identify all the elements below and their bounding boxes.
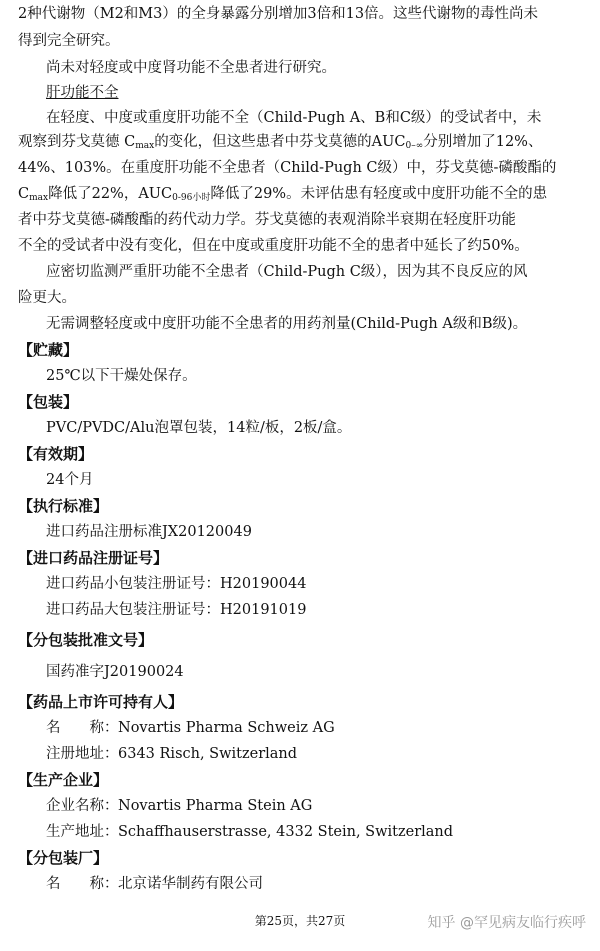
- storage-text: 25℃以下干燥处保存。: [46, 368, 197, 384]
- body-line: 观察到芬戈莫德 $C_{max}$的变化，但这些患者中芬戈莫德的$AUC_{0-\infty}$分别增加了12%、: [18, 134, 543, 151]
- section-title-manufacturer: 【生产企业】: [18, 771, 109, 789]
- package-text: PVC/PVDC/Alu泡罩包装，14粒/板，2板/盒。: [46, 420, 352, 436]
- holder-name-row: 名 称：Novartis Pharma Schweiz AG: [46, 720, 335, 736]
- section-title-validity: 【有效期】: [18, 445, 94, 463]
- validity-text: 24个月: [46, 472, 94, 488]
- holder-addr-row: 注册地址：6343 Risch, Switzerland: [46, 746, 298, 762]
- body-line: 2种代谢物（M2和M3）的全身暴露分别增加3倍和13倍。这些代谢物的毒性尚未: [18, 6, 539, 22]
- import-reg-small: 进口药品小包装注册证号：H20190044: [46, 576, 307, 592]
- body-line: 者中芬戈莫德-磷酸酯的药代动力学。芬戈莫德的表观消除半衰期在轻度肝功能: [18, 212, 516, 228]
- section-title-holder: 【药品上市许可持有人】: [18, 693, 184, 711]
- manufacturer-addr-row: 生产地址：Schaffhauserstrasse, 4332 Stein, Switzerland: [46, 824, 454, 840]
- section-title-package: 【包装】: [18, 393, 79, 411]
- subpack-text: 国药准字J20190024: [46, 664, 184, 680]
- hepatic-heading: 肝功能不全: [46, 85, 119, 101]
- body-line: 应密切监测严重肝功能不全患者（Child-Pugh C级），因为其不良反应的风: [46, 264, 528, 280]
- section-title-storage: 【贮藏】: [18, 341, 79, 359]
- body-line: 尚未对轻度或中度肾功能不全患者进行研究。: [46, 60, 336, 76]
- body-line: 44%、103%。在重度肝功能不全患者（Child-Pugh C级）中，芬戈莫德-磷酸酯的: [18, 160, 557, 176]
- page-number: 第25页，共27页: [254, 914, 346, 928]
- packager-name-row: 名 称：北京诺华制药有限公司: [46, 876, 263, 892]
- section-title-packager: 【分包装厂】: [18, 849, 109, 867]
- body-line: $C_{max}$降低了22%，$AUC_{0-96小时}$降低了29%。未评估患有轻度或中度肝功能不全的患: [18, 186, 548, 203]
- standard-text: 进口药品注册标准JX20120049: [46, 524, 252, 540]
- manufacturer-name-row: 企业名称：Novartis Pharma Stein AG: [46, 798, 313, 814]
- body-line: 得到完全研究。: [18, 33, 120, 49]
- body-line: 在轻度、中度或重度肝功能不全（Child-Pugh A、B和C级）的受试者中，未: [46, 110, 542, 126]
- section-title-subpack: 【分包装批准文号】: [18, 631, 154, 649]
- body-line: 不全的受试者中没有变化，但在中度或重度肝功能不全的患者中延长了约50%。: [18, 238, 529, 254]
- body-line: 无需调整轻度或中度肝功能不全患者的用药剂量(Child-Pugh A级和B级)。: [46, 316, 528, 332]
- body-line: 险更大。: [18, 290, 76, 306]
- watermark: 知乎 @罕见病友临行疾呼: [427, 915, 586, 931]
- import-reg-large: 进口药品大包装注册证号：H20191019: [46, 602, 307, 618]
- section-title-standard: 【执行标准】: [18, 497, 109, 515]
- section-title-import-reg: 【进口药品注册证号】: [18, 549, 169, 567]
